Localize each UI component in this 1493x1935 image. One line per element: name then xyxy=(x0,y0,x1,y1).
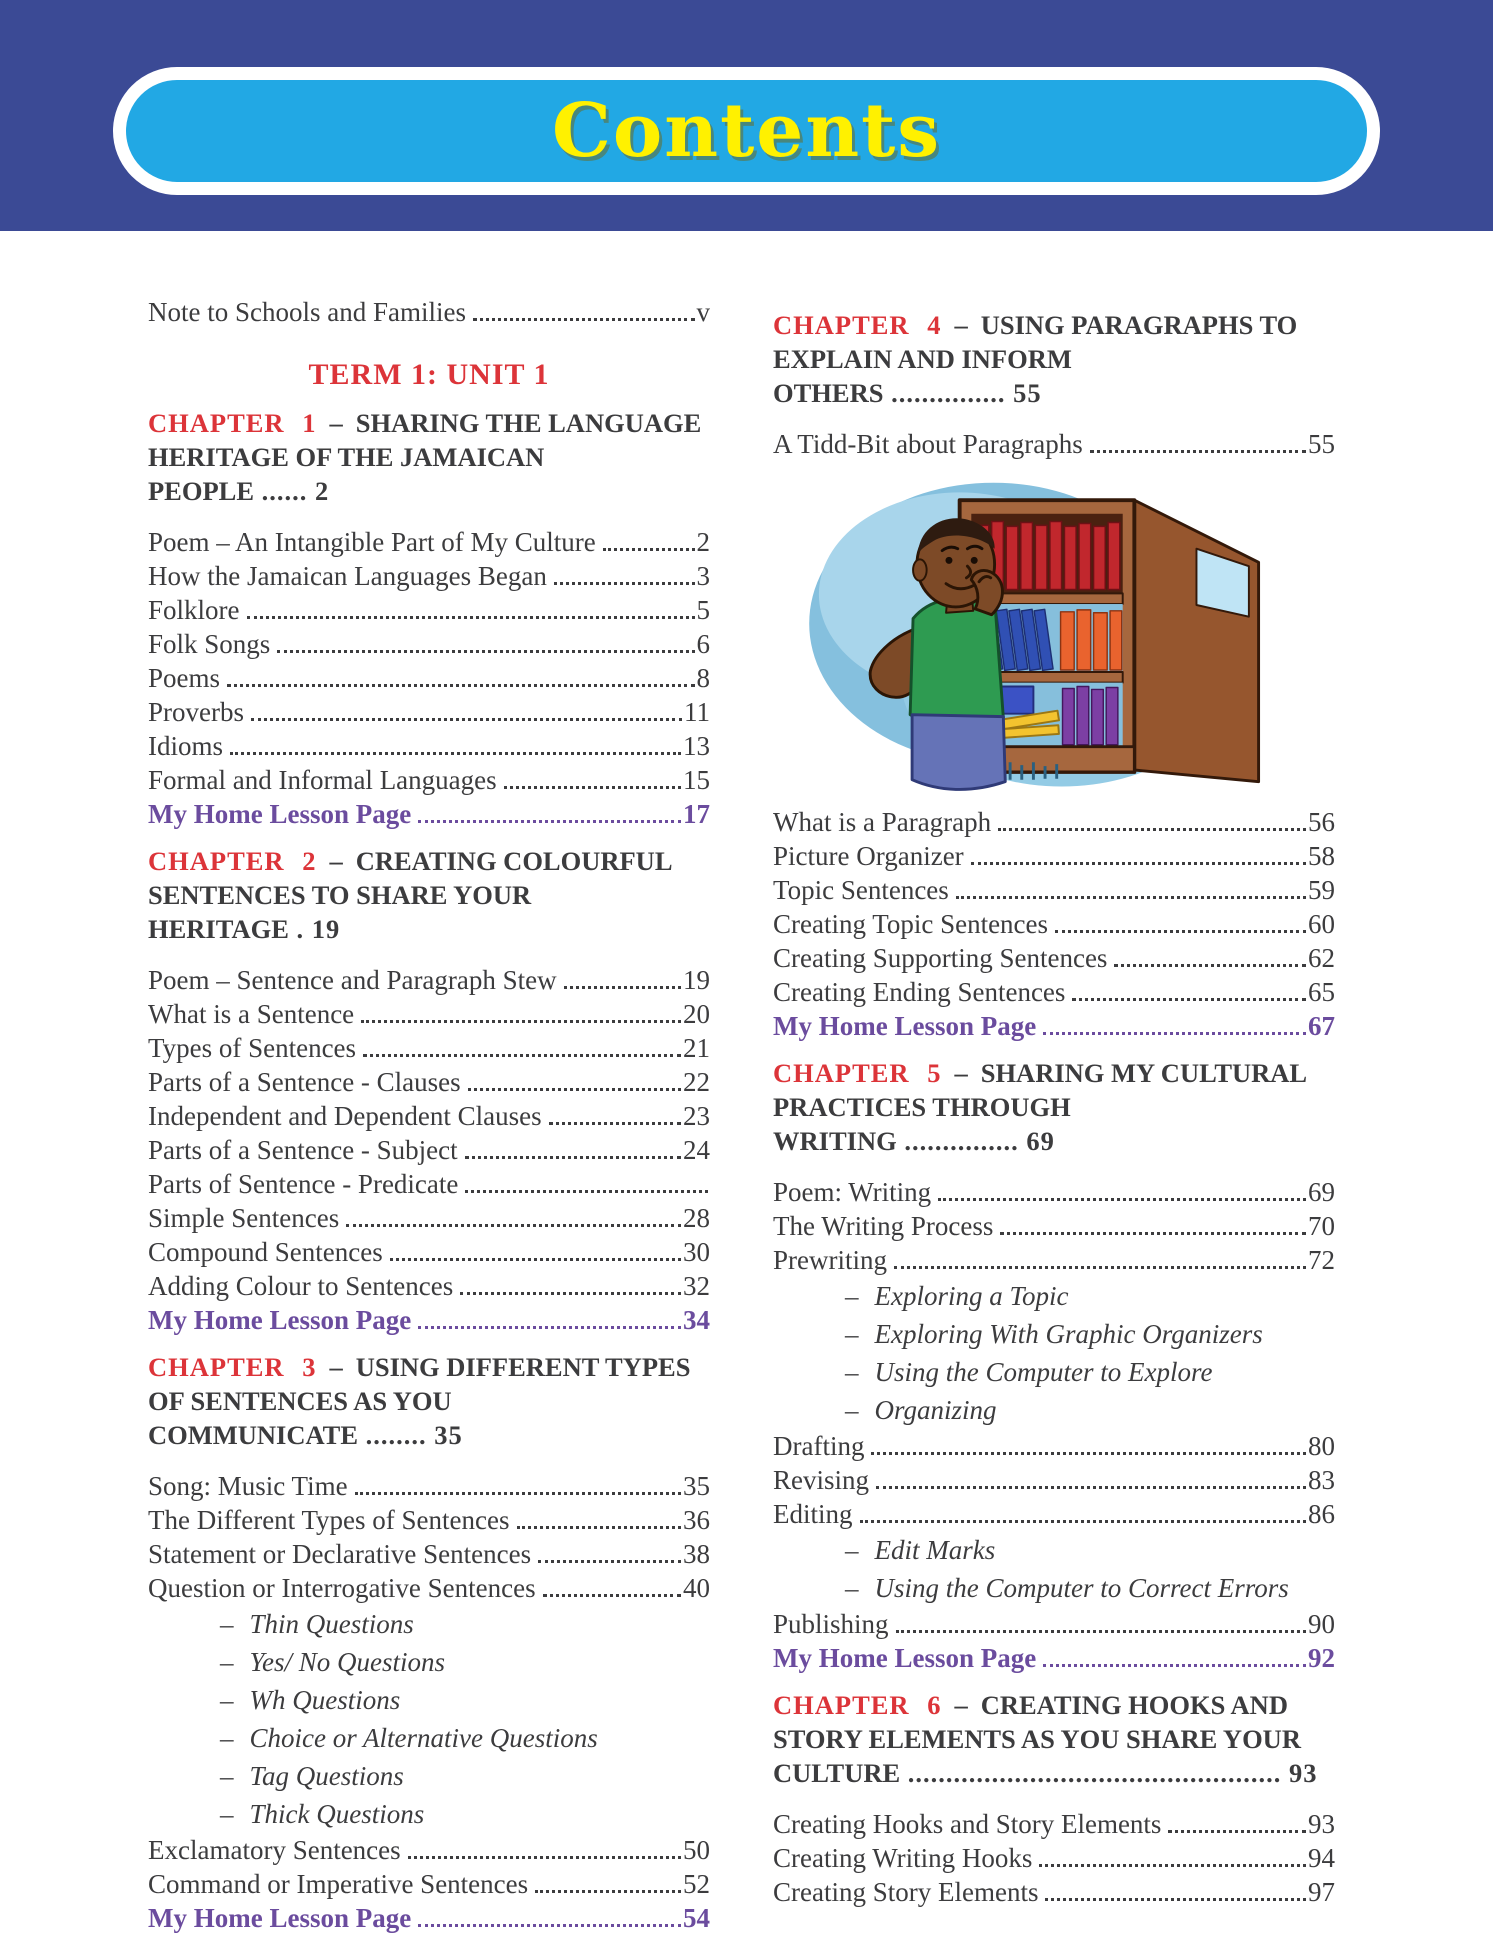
toc-item-row xyxy=(773,1175,1335,1209)
toc-item-label: Independent and Dependent Clauses xyxy=(148,1101,542,1131)
toc-item-row xyxy=(148,1031,710,1065)
toc-item-row xyxy=(773,1841,1335,1875)
toc-item-row xyxy=(773,1209,1335,1243)
leader-dots xyxy=(1168,1830,1306,1833)
leader-dots xyxy=(1000,1232,1306,1235)
leader-dots xyxy=(998,828,1306,831)
toc-item-row xyxy=(148,627,710,661)
leader-dots xyxy=(460,1292,681,1295)
toc-page-number: 19 xyxy=(683,965,710,995)
chapter-block xyxy=(148,406,710,831)
toc-item-row xyxy=(773,1875,1335,1909)
toc-page-number: 22 xyxy=(683,1067,710,1097)
toc-page-number: 69 xyxy=(1308,1177,1335,1207)
leader-dots xyxy=(543,1594,681,1597)
toc-item-row xyxy=(148,1571,710,1605)
chapter-leader-and-page: ........ 35 xyxy=(358,1420,463,1450)
header-band xyxy=(0,0,1493,231)
toc-page-number: 38 xyxy=(683,1539,710,1569)
toc-item-label: Simple Sentences xyxy=(148,1203,340,1233)
toc-page-number: 40 xyxy=(683,1573,710,1603)
toc-page-number: 21 xyxy=(683,1033,710,1063)
toc-item-label: Adding Colour to Sentences xyxy=(148,1271,454,1301)
toc-page-number: 92 xyxy=(1308,1643,1335,1673)
toc-item-row xyxy=(773,1807,1335,1841)
leader-dots xyxy=(549,1122,681,1125)
toc-item-label: Folk Songs xyxy=(148,629,271,659)
toc-sub-item-row xyxy=(773,1277,1335,1315)
toc-page-number: 90 xyxy=(1308,1609,1335,1639)
toc-page-number: 50 xyxy=(683,1835,710,1865)
leader-dots xyxy=(1043,1032,1306,1035)
chapter-heading xyxy=(773,1056,1335,1158)
toc-page-number: 67 xyxy=(1308,1011,1335,1041)
toc-item-label: My Home Lesson Page xyxy=(773,1643,1037,1673)
toc-item-label: Parts of a Sentence - Subject xyxy=(148,1135,458,1165)
leader-dots xyxy=(603,548,695,551)
toc-page-number: 35 xyxy=(683,1471,710,1501)
toc-sub-item-row xyxy=(148,1643,710,1681)
toc-item-label: Command or Imperative Sentences xyxy=(148,1869,529,1899)
toc-home-lesson-row xyxy=(148,1303,710,1337)
leader-dots xyxy=(465,1156,681,1159)
chapter-label: CHAPTER 2 xyxy=(148,846,317,876)
dash-bullet: – xyxy=(845,1319,859,1349)
toc-item-row xyxy=(773,873,1335,907)
toc-item-label: Publishing xyxy=(773,1609,889,1639)
leader-dots xyxy=(1043,1664,1306,1667)
toc-page-number: 65 xyxy=(1308,977,1335,1007)
toc-item-label: My Home Lesson Page xyxy=(148,1903,412,1933)
toc-sub-item-row xyxy=(148,1795,710,1833)
leader-dots xyxy=(390,1258,681,1261)
toc-item-row xyxy=(148,1537,710,1571)
leader-dots xyxy=(1090,450,1306,453)
toc-item-row xyxy=(148,1133,710,1167)
toc-item-label: Tag Questions xyxy=(249,1761,404,1791)
toc-item-label: Poem – Sentence and Paragraph Stew xyxy=(148,965,557,995)
chapter-heading xyxy=(773,308,1335,410)
chapter-leader-and-page: ................................................. 93 xyxy=(900,1758,1318,1788)
toc-sub-item-row xyxy=(148,1757,710,1795)
chapter-label: CHAPTER 1 xyxy=(148,408,317,438)
toc-item-label: Proverbs xyxy=(148,697,244,727)
toc-item-row xyxy=(773,907,1335,941)
front-matter-row xyxy=(148,295,710,329)
toc-item-row xyxy=(148,1469,710,1503)
toc-item-label: Thick Questions xyxy=(249,1799,425,1829)
toc-page-number: 56 xyxy=(1308,807,1335,837)
leader-dots xyxy=(363,1054,681,1057)
toc-item-label: Creating Hooks and Story Elements xyxy=(773,1809,1162,1839)
toc-page-number: 6 xyxy=(696,629,710,659)
leader-dots xyxy=(860,1520,1307,1523)
toc-item-label: Edit Marks xyxy=(874,1535,996,1565)
chapter-dash: – xyxy=(954,1690,968,1720)
chapter-heading xyxy=(148,406,710,508)
toc-item-row xyxy=(148,1269,710,1303)
leader-dots xyxy=(230,752,681,755)
toc-item-label: Creating Ending Sentences xyxy=(773,977,1066,1007)
toc-item-label: The Writing Process xyxy=(773,1211,994,1241)
toc-item-label: Revising xyxy=(773,1465,870,1495)
toc-item-label: My Home Lesson Page xyxy=(148,799,412,829)
toc-item-row xyxy=(773,1497,1335,1531)
toc-item-row xyxy=(148,1167,710,1201)
toc-item-label: Compound Sentences xyxy=(148,1237,383,1267)
toc-page-number: 94 xyxy=(1308,1843,1335,1873)
leader-dots xyxy=(227,684,694,687)
toc-page-number: 62 xyxy=(1308,943,1335,973)
toc-item-label: Picture Organizer xyxy=(773,841,964,871)
toc-page-number: 60 xyxy=(1308,909,1335,939)
dash-bullet: – xyxy=(845,1357,859,1387)
toc-item-row xyxy=(148,729,710,763)
toc-item-row xyxy=(148,593,710,627)
dash-bullet: – xyxy=(220,1609,234,1639)
toc-item-row xyxy=(148,695,710,729)
toc-page-number: 58 xyxy=(1308,841,1335,871)
toc-item-row xyxy=(148,1833,710,1867)
toc-page-number: v xyxy=(696,297,710,327)
chapter-block xyxy=(773,308,1335,1043)
toc-item-label: Wh Questions xyxy=(249,1685,401,1715)
dash-bullet: – xyxy=(220,1723,234,1753)
toc-home-lesson-row xyxy=(148,797,710,831)
toc-item-label: Note to Schools and Families xyxy=(148,297,466,327)
toc-item-label: Organizing xyxy=(874,1395,997,1425)
toc-page-number: 97 xyxy=(1308,1877,1335,1907)
toc-item-label: The Different Types of Sentences xyxy=(148,1505,510,1535)
toc-item-label: Drafting xyxy=(773,1431,865,1461)
toc-page-number: 59 xyxy=(1308,875,1335,905)
leader-dots xyxy=(1045,1898,1306,1901)
dash-bullet: – xyxy=(220,1761,234,1791)
leader-dots xyxy=(894,1266,1306,1269)
toc-page-number: 86 xyxy=(1308,1499,1335,1529)
toc-page-number: 54 xyxy=(683,1903,710,1933)
chapter-block xyxy=(148,1350,710,1935)
toc-page-number: 72 xyxy=(1308,1245,1335,1275)
term-unit-heading: TERM 1: UNIT 1 xyxy=(308,358,550,391)
toc-item-label: Idioms xyxy=(148,731,224,761)
toc-item-label: Creating Writing Hooks xyxy=(773,1843,1033,1873)
contents-title-pill xyxy=(113,67,1380,195)
toc-page-number: 15 xyxy=(683,765,710,795)
toc-item-label: Prewriting xyxy=(773,1245,887,1275)
toc-item-label: Editing xyxy=(773,1499,853,1529)
dash-bullet: – xyxy=(845,1281,859,1311)
toc-item-row xyxy=(148,763,710,797)
toc-page-number: 17 xyxy=(683,799,710,829)
leader-dots xyxy=(876,1486,1306,1489)
toc-item-row xyxy=(148,997,710,1031)
leader-dots xyxy=(277,650,694,653)
chapter-dash: – xyxy=(954,1058,968,1088)
leader-dots xyxy=(938,1198,1306,1201)
toc-item-label: What is a Paragraph xyxy=(773,807,992,837)
leader-dots xyxy=(355,1492,681,1495)
leader-dots xyxy=(871,1452,1306,1455)
toc-item-label: Folklore xyxy=(148,595,240,625)
toc-item-row xyxy=(148,525,710,559)
dash-bullet: – xyxy=(220,1799,234,1829)
toc-item-row xyxy=(148,1867,710,1901)
chapter-label: CHAPTER 5 xyxy=(773,1058,942,1088)
chapter-dash: – xyxy=(329,846,343,876)
leader-dots xyxy=(361,1020,681,1023)
toc-page-number: 23 xyxy=(683,1101,710,1131)
toc-page-number: 93 xyxy=(1308,1809,1335,1839)
toc-sub-item-row xyxy=(773,1353,1335,1391)
toc-sub-item-row xyxy=(773,1391,1335,1429)
toc-item-label: Creating Topic Sentences xyxy=(773,909,1049,939)
toc-sub-item-row xyxy=(773,1569,1335,1607)
toc-page-number: 11 xyxy=(684,697,710,727)
toc-home-lesson-row xyxy=(773,1009,1335,1043)
toc-item-row xyxy=(148,963,710,997)
boy-at-bookshelf-illustration xyxy=(797,473,1297,803)
toc-page-number: 5 xyxy=(696,595,710,625)
toc-item-row xyxy=(773,805,1335,839)
toc-page-number: 70 xyxy=(1308,1211,1335,1241)
leader-dots xyxy=(1114,964,1306,967)
chapter-block xyxy=(773,1056,1335,1675)
chapter-dash: – xyxy=(954,310,968,340)
orange-books-middle-shelf xyxy=(1061,610,1122,670)
leader-dots xyxy=(1039,1864,1306,1867)
leader-dots xyxy=(535,1890,681,1893)
chapter-leader-and-page: . 19 xyxy=(288,914,341,944)
toc-item-label: Poem – An Intangible Part of My Culture xyxy=(148,527,596,557)
toc-item-label: Poems xyxy=(148,663,221,693)
toc-page-number: 32 xyxy=(683,1271,710,1301)
toc-item-row xyxy=(773,1243,1335,1277)
toc-page-number: 83 xyxy=(1308,1465,1335,1495)
toc-item-row xyxy=(148,1503,710,1537)
toc-item-label: Choice or Alternative Questions xyxy=(249,1723,598,1753)
chapter-label: CHAPTER 4 xyxy=(773,310,942,340)
toc-item-row xyxy=(148,1235,710,1269)
toc-page-number: 2 xyxy=(696,527,710,557)
toc-item-label: Parts of a Sentence - Clauses xyxy=(148,1067,461,1097)
toc-item-label: How the Jamaican Languages Began xyxy=(148,561,547,591)
toc-item-label: Thin Questions xyxy=(249,1609,414,1639)
toc-page-number: 34 xyxy=(683,1305,710,1335)
leader-dots xyxy=(1055,930,1306,933)
leader-dots xyxy=(247,616,695,619)
toc-item-label: My Home Lesson Page xyxy=(773,1011,1037,1041)
toc-item-label: Question or Interrogative Sentences xyxy=(148,1573,536,1603)
leader-dots xyxy=(956,896,1306,899)
chapter-heading xyxy=(773,1688,1335,1790)
leader-dots xyxy=(468,1088,681,1091)
toc-item-label: Statement or Declarative Sentences xyxy=(148,1539,532,1569)
chapter-title: CREATING COLOURFUL SENTENCES TO SHARE YOUR HERITAGE xyxy=(148,846,672,944)
toc-item-row xyxy=(773,1607,1335,1641)
chapter-block xyxy=(148,844,710,1337)
toc-item-label: Creating Story Elements xyxy=(773,1877,1039,1907)
toc-page-number: 3 xyxy=(696,561,710,591)
toc-home-lesson-row xyxy=(773,1641,1335,1675)
toc-item-label: Using the Computer to Correct Errors xyxy=(874,1573,1289,1603)
toc-page-number: 13 xyxy=(683,731,710,761)
leader-dots xyxy=(251,718,682,721)
toc-item-row xyxy=(773,839,1335,873)
toc-item-row xyxy=(773,427,1335,461)
page-title: Contents xyxy=(552,88,941,174)
toc-item-label: Exploring With Graphic Organizers xyxy=(874,1319,1263,1349)
toc-item-row xyxy=(773,1429,1335,1463)
toc-item-row xyxy=(148,1099,710,1133)
leader-dots xyxy=(504,786,681,789)
toc-home-lesson-row xyxy=(148,1901,710,1935)
toc-sub-item-row xyxy=(148,1605,710,1643)
toc-item-row xyxy=(773,975,1335,1009)
toc-sub-item-row xyxy=(148,1681,710,1719)
chapter-title: USING DIFFERENT TYPES OF SENTENCES AS YOU COMMUNICATE xyxy=(148,1352,691,1450)
toc-page-number: 20 xyxy=(683,999,710,1029)
toc-item-label: Topic Sentences xyxy=(773,875,949,905)
toc-item-row xyxy=(148,559,710,593)
chapter-leader-and-page: ............... 69 xyxy=(896,1126,1055,1156)
leader-dots xyxy=(538,1560,681,1563)
chapter-label: CHAPTER 6 xyxy=(773,1690,942,1720)
leader-dots xyxy=(971,862,1306,865)
chapter-heading xyxy=(148,1350,710,1452)
dash-bullet: – xyxy=(220,1647,234,1677)
chapter-title: SHARING THE LANGUAGE HERITAGE OF THE JAMAICAN PEOPLE xyxy=(148,408,702,506)
toc-page-number: 55 xyxy=(1308,429,1335,459)
leader-dots xyxy=(418,1924,681,1927)
toc-page-number: 24 xyxy=(683,1135,710,1165)
toc-page-number: 80 xyxy=(1308,1431,1335,1461)
dash-bullet: – xyxy=(845,1395,859,1425)
toc-item-label: My Home Lesson Page xyxy=(148,1305,412,1335)
toc-page-number: 36 xyxy=(683,1505,710,1535)
toc-item-label: Using the Computer to Explore xyxy=(874,1357,1213,1387)
toc-item-label: What is a Sentence xyxy=(148,999,355,1029)
toc-left-column xyxy=(148,295,710,1935)
chapter-leader-and-page: ...... 2 xyxy=(254,476,330,506)
chapter-title: CREATING HOOKS AND STORY ELEMENTS AS YOU SHARE YOUR CULTURE xyxy=(773,1690,1301,1788)
toc-page-number: 30 xyxy=(683,1237,710,1267)
toc-item-label: Yes/ No Questions xyxy=(249,1647,446,1677)
leader-dots xyxy=(408,1856,681,1859)
chapter-label: CHAPTER 3 xyxy=(148,1352,317,1382)
dash-bullet: – xyxy=(220,1685,234,1715)
chapter-dash: – xyxy=(329,408,343,438)
chapter-leader-and-page: ............... 55 xyxy=(883,378,1042,408)
leader-dots xyxy=(896,1630,1306,1633)
leader-dots xyxy=(1072,998,1306,1001)
leader-dots xyxy=(517,1526,682,1529)
toc-item-label: Types of Sentences xyxy=(148,1033,357,1063)
leader-dots xyxy=(346,1224,681,1227)
chapter-dash: – xyxy=(329,1352,343,1382)
leader-dots xyxy=(473,318,695,321)
chapter-title: SHARING MY CULTURAL PRACTICES THROUGH WRITING xyxy=(773,1058,1306,1156)
leader-dots xyxy=(418,1326,681,1329)
dash-bullet: – xyxy=(845,1535,859,1565)
toc-item-label: Formal and Informal Languages xyxy=(148,765,497,795)
toc-item-row xyxy=(773,1463,1335,1497)
toc-right-column xyxy=(773,295,1335,1909)
leader-dots xyxy=(418,820,681,823)
toc-item-label: Creating Supporting Sentences xyxy=(773,943,1108,973)
toc-item-label: Song: Music Time xyxy=(148,1471,348,1501)
chapter-heading xyxy=(148,844,710,946)
toc-item-label: A Tidd-Bit about Paragraphs xyxy=(773,429,1083,459)
toc-item-label: Parts of Sentence - Predicate xyxy=(148,1169,459,1199)
leader-dots xyxy=(554,582,695,585)
toc-sub-item-row xyxy=(148,1719,710,1757)
toc-item-label: Exploring a Topic xyxy=(874,1281,1069,1311)
toc-item-row xyxy=(773,941,1335,975)
toc-item-label: Exclamatory Sentences xyxy=(148,1835,401,1865)
dash-bullet: – xyxy=(845,1573,859,1603)
toc-item-row xyxy=(148,661,710,695)
toc-item-row xyxy=(148,1065,710,1099)
toc-page-number: 28 xyxy=(683,1203,710,1233)
toc-page-number: 52 xyxy=(683,1869,710,1899)
toc-page-number: 8 xyxy=(696,663,710,693)
toc-item-label: Poem: Writing xyxy=(773,1177,932,1207)
toc-sub-item-row xyxy=(773,1315,1335,1353)
leader-dots xyxy=(564,986,681,989)
chapter-title: USING PARAGRAPHS TO EXPLAIN AND INFORM OTHERS xyxy=(773,310,1298,408)
boy-at-bookshelf-illustration xyxy=(797,473,1297,803)
toc-sub-item-row xyxy=(773,1531,1335,1569)
chapter-block xyxy=(773,1688,1335,1909)
toc-item-row xyxy=(148,1201,710,1235)
leader-dots xyxy=(465,1190,708,1193)
